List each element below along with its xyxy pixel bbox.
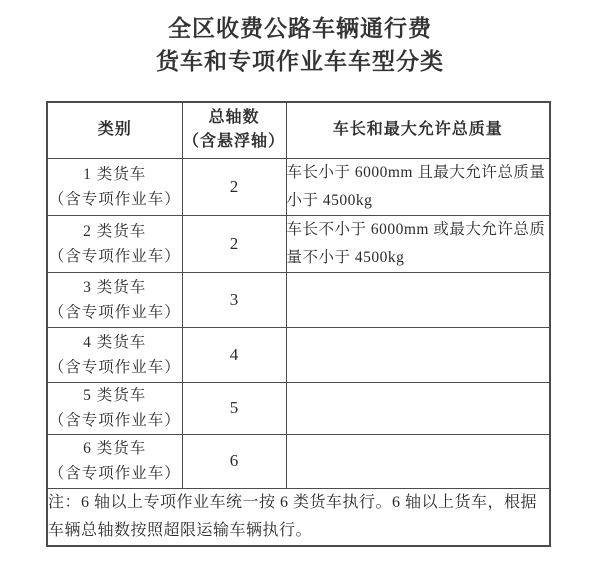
- table-row-class5: [47, 382, 550, 434]
- axle-count-cell: 3: [182, 272, 286, 327]
- category-qualifier: （含专项作业车）: [48, 358, 181, 376]
- classification-table: [46, 101, 551, 547]
- category-cell: [47, 327, 182, 382]
- category-name: 4 类货车: [83, 333, 147, 351]
- spec-cell: [286, 272, 550, 327]
- category-qualifier: （含专项作业车）: [48, 247, 181, 265]
- table-row-class6: [47, 434, 550, 488]
- category-name: 1 类货车: [83, 165, 147, 183]
- spec-cell: [286, 382, 550, 434]
- category-qualifier: （含专项作业车）: [48, 190, 181, 208]
- axle-count-cell: 2: [182, 215, 286, 272]
- spec-cell: [286, 327, 550, 382]
- header-axle-count: [182, 102, 286, 158]
- category-name: 2 类货车: [83, 222, 147, 240]
- spec-cell: 车长不小于 6000mm 或最大允许总质量不小于 4500kg: [286, 215, 550, 272]
- axle-count-cell: 5: [182, 382, 286, 434]
- category-cell: [47, 158, 182, 215]
- axle-count-cell: 4: [182, 327, 286, 382]
- category-cell: [47, 434, 182, 488]
- category-qualifier: （含专项作业车）: [48, 465, 181, 482]
- category-cell: [47, 215, 182, 272]
- spec-cell: [286, 434, 550, 488]
- category-name: 3 类货车: [83, 278, 147, 296]
- header-axle-count-line2: （含悬浮轴）: [182, 133, 285, 151]
- table-note: 注：6 轴以上专项作业车统一按 6 类货车执行。6 轴以上货车，根据车辆总轴数按照超限运输车辆执行。: [47, 488, 550, 546]
- table-note-row: [47, 488, 550, 546]
- axle-count-cell: 2: [182, 158, 286, 215]
- table-row-class2: [47, 215, 550, 272]
- table-row-class1: [47, 158, 550, 215]
- table-row-class3: [47, 272, 550, 327]
- header-axle-count-line1: 总轴数: [208, 109, 260, 127]
- category-name: 6 类货车: [83, 440, 147, 457]
- header-category: 类别: [47, 102, 182, 158]
- document-title: [0, 12, 600, 78]
- axle-count-cell: 6: [182, 434, 286, 488]
- category-qualifier: （含专项作业车）: [48, 412, 181, 429]
- category-qualifier: （含专项作业车）: [48, 303, 181, 321]
- table-row-class4: [47, 327, 550, 382]
- category-name: 5 类货车: [83, 387, 147, 404]
- spec-cell: 车长小于 6000mm 且最大允许总质量小于 4500kg: [286, 158, 550, 215]
- category-cell: [47, 272, 182, 327]
- category-cell: [47, 382, 182, 434]
- header-spec: 车长和最大允许总质量: [286, 102, 550, 158]
- table-header-row: [47, 102, 550, 158]
- title-line-2: 货车和专项作业车车型分类: [156, 49, 444, 74]
- title-line-1: 全区收费公路车辆通行费: [168, 16, 432, 41]
